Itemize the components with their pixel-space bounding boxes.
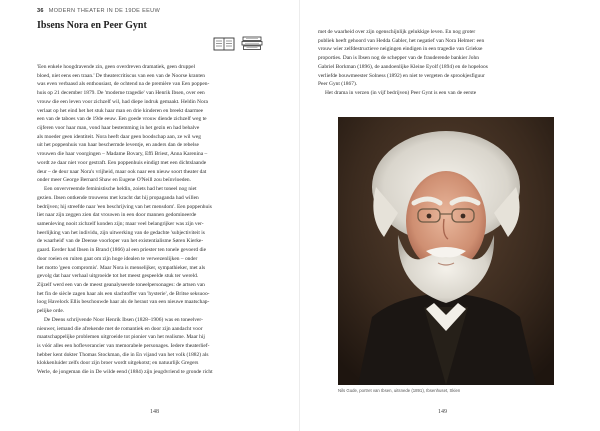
text-line: het motto 'geen compromis'. Maar Nora is menselijker, sympathieker, met als <box>37 264 206 271</box>
text-line: Gabriel Borkman (1896), de aandoenlijke Kleine Eyolf (1894) en de hopeloos <box>318 63 488 70</box>
text-line: onder meer George Bernard Shaw en Eugene O'Neill zou beïnvloeden. <box>37 177 191 184</box>
chapter-title: Ibsens Nora en Peer Gynt <box>37 20 147 31</box>
right-page <box>300 0 600 431</box>
page-number: 149 <box>438 409 447 415</box>
text-line: Zijzelf werd een van de meest geanalyseerde toneelpersonages: de artsen van <box>37 281 205 288</box>
text-line: deur – de deur naar Nora's vrijheid, maar ook naar een nieuw soort theater dat <box>37 168 207 175</box>
text-line: was even verbaasd als enthousiast, de ochtend na de première van Een poppen- <box>37 81 210 88</box>
text-line: met de waarheid over zijn ogenschijnlijk gelukkige leven. En nog groter <box>318 29 476 35</box>
right-body-text <box>318 28 564 98</box>
text-line: proporties. Dan is Ibsen nog de schepper van de frauderende bankier John <box>318 55 479 62</box>
text-line: vrouwen die haar voorgingen – Madame Bovary, Effi Briest, Anna Karenina – <box>37 151 208 158</box>
text-line: heerlijking van het individu, zijn uitwerking van de gedachte 'subjectiviteit is <box>37 229 205 236</box>
running-head-page-number: 36 <box>37 8 44 14</box>
text-line: maatschappelijke problemen uitgroeide tot pionier van het realisme. Maar hij <box>37 334 205 341</box>
text-line: vrouw wier zelfdestructieve neigingen eindigen in een tragedie van Griekse <box>318 46 483 53</box>
ibsen-portrait <box>338 117 554 385</box>
text-line: gezien. Ibsen ontkende trouwens met kracht dat hij propaganda had willen <box>37 194 199 201</box>
running-head-section: MODERN THEATER IN DE 19DE EEUW <box>48 8 161 14</box>
text-line: verliefde bouwmeester Solness (1892) en niet te vergeten de sprookjesfiguur <box>318 72 485 79</box>
text-line: de waarheid' van de Deense voorloper van het existentialisme Søren Kierke- <box>37 238 204 245</box>
text-line: bloed, niet eens een traan.' De theatercritiscus van een van de Noorse kranten <box>37 72 205 79</box>
text-line: hebber kent dokter Thomas Stockman, die in En vijand van het volk (1882) als <box>37 351 209 358</box>
text-line: Het drama in verzen (in vijf bedrijven) Peer Gynt is een van de eerste <box>325 90 477 97</box>
book-icon <box>213 36 235 56</box>
text-line: bedrijven; hij streefde naar 'een beschrijving van het mensdom'. Een poppenhuis <box>37 203 212 210</box>
text-line: samenleving nooit zichzelf konden zijn; maar veel belangrijker was zijn ver- <box>37 220 204 227</box>
text-line: een van de taboes van de 19de eeuw. Een goede vrouw diende zichzelf weg te <box>37 116 207 123</box>
text-line: pelijke orde. <box>37 308 65 315</box>
text-line: klokkenluider zelfs door zijn broer wordt uitgekotst; en natuurlijk Gregers <box>37 360 199 367</box>
text-line: publiek heeft gehoord van Hedda Gabler, het negatief van Nora Helmer: een <box>318 37 485 44</box>
text-line: uit het poppenhuis van haar beschermde leventje, en anders dan de rebelse <box>37 142 199 149</box>
page-number: 148 <box>150 409 159 415</box>
text-line: het fin de siècle zagen haar als een slachtoffer van 'hysterie', de Britse seksuoo- <box>37 290 210 297</box>
text-line: gaard. Eerder had Ibsen in Brand (1866) al een priester ten tonele gevoerd die <box>37 247 207 254</box>
text-line: loog Havelock Ellis beschouwde haar als de heraut van een nieuwe maatschap- <box>37 299 210 306</box>
text-line: vrouw die een leven voor zichzelf wil, had diepe indruk gemaakt. Heldin Nora <box>37 98 208 105</box>
left-body-text <box>37 63 277 377</box>
running-head <box>37 8 277 14</box>
text-line: liet naar zijn zeggen zien dat vrouwen in een door mannen gedomineerde <box>37 212 197 219</box>
text-line: is vóór alles een hofleverancier van memorabele personages. Iedere theaterlief- <box>37 343 210 349</box>
text-line: cijferen voor haar man, vond haar bestemming in het gezin en had behalve <box>37 125 200 132</box>
text-line: verlaat op het eind het het stuk haar man en drie kinderen en breekt daarmee <box>37 107 204 114</box>
text-line: huis op 21 december 1879. De 'moderne tragedie' van Henrik Ibsen, over een <box>37 90 205 97</box>
text-line: wordt ze daar niet voor gestraft. Een poppenhuis eindigt met een dichtslaande <box>37 159 207 166</box>
portrait-caption: Nils Gude, portret van Ibsen, uitsnede (1891), Ibsenhuset, Skien <box>338 388 461 393</box>
text-line: Peer Gynt (1867). <box>318 81 358 88</box>
text-line: Werle, de jongeman die in De wilde eend (1884) zijn jeugdvriend te gronde richt <box>37 369 213 376</box>
text-line: gevolg dat haar verhaal uitgroeide tot het meest gespeelde stuk ter wereld. <box>37 273 199 280</box>
text-line: nieuwer, iemand die afrekende met de romantiek en door zijn aandacht voor <box>37 325 203 332</box>
text-line: Een onvervreemde feministische heldin, zoiets had het toneel nog niet <box>44 186 197 193</box>
text-line: De Deens schrijvende Noor Henrik Ibsen (1828–1906) was en toneelver- <box>44 316 203 323</box>
stacked-books-icon <box>241 36 263 56</box>
text-line: door roeien en ruiten gaat om zijn hoge idealen te verwezenlijken – onder <box>37 255 198 262</box>
text-line: 'Een enkele hoogdravende zin, geen overdreven dramatiek, geen druppel <box>37 64 195 70</box>
text-line: als moeder geen identiteit. Nora heeft daar geen boodschap aan, ze wil weg <box>37 133 201 140</box>
